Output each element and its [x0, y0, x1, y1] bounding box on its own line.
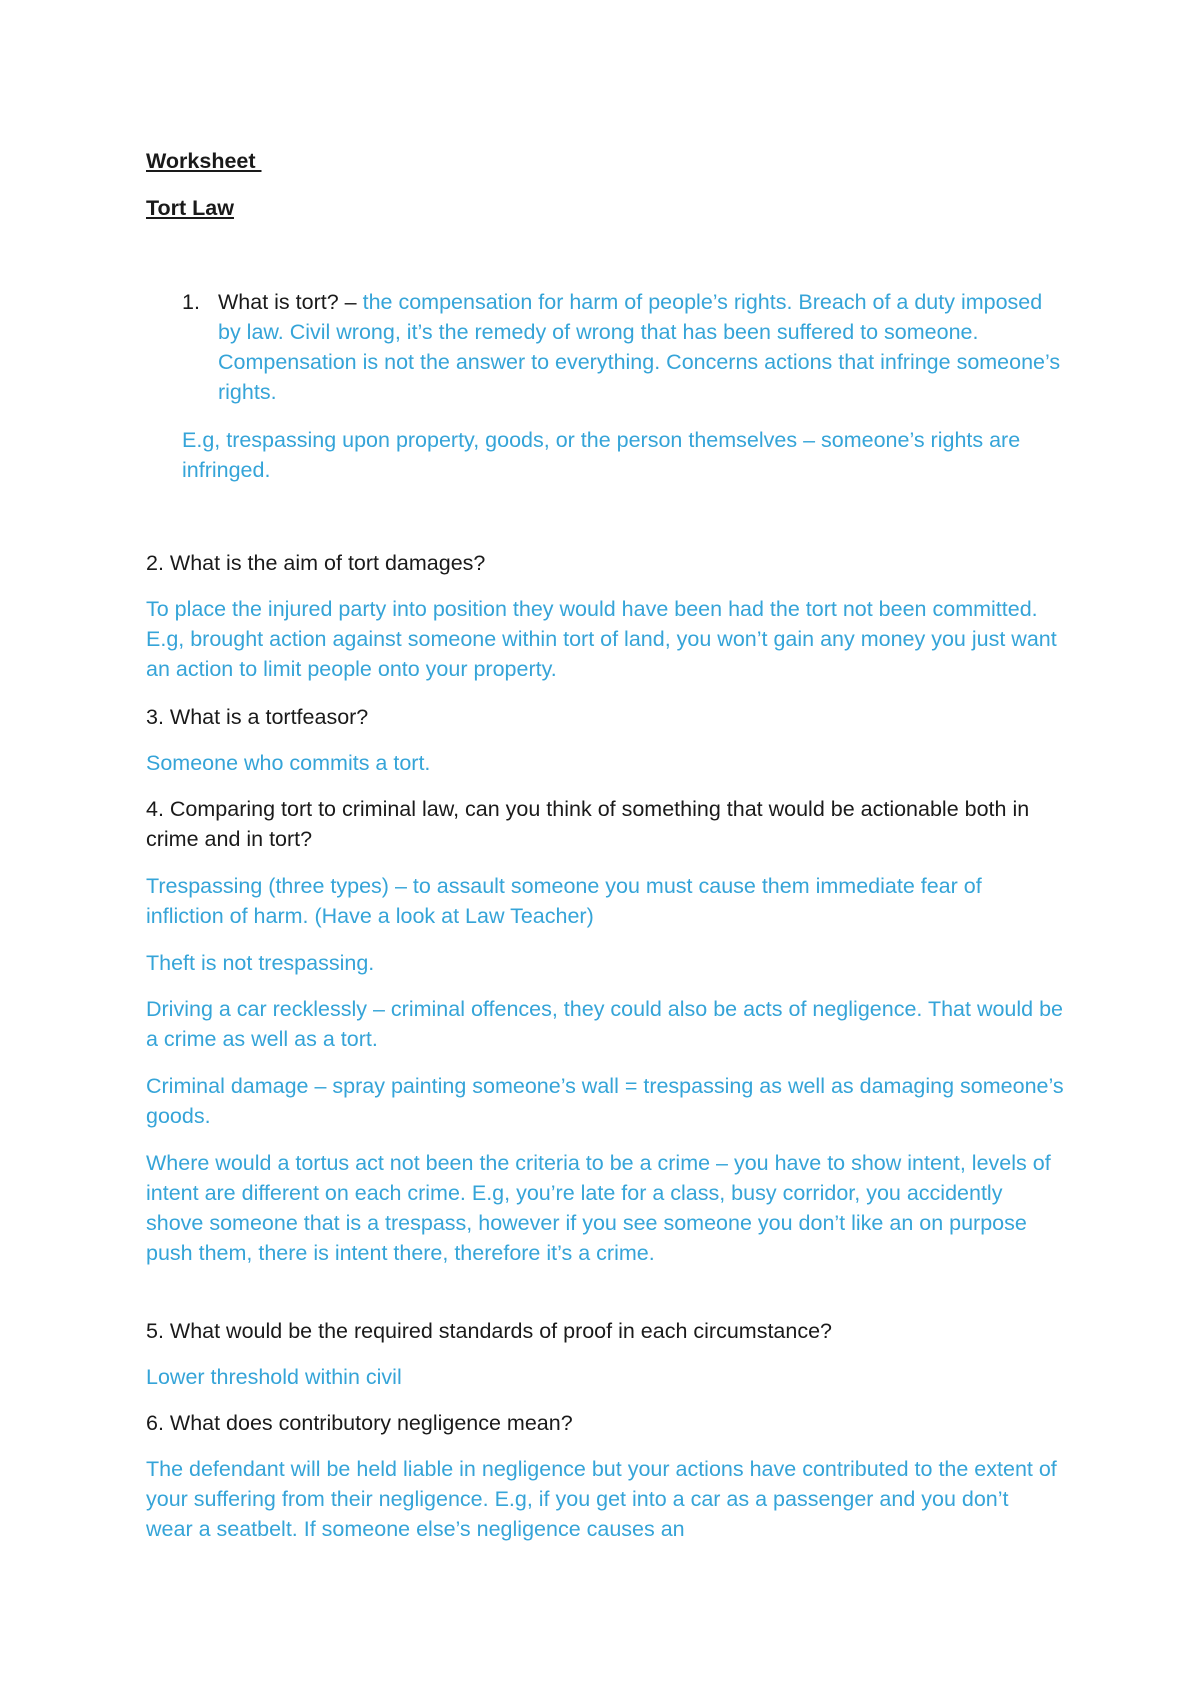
- question-5-text: 5. What would be the required standards of proof in each circumstance?: [146, 1319, 832, 1343]
- question-3-text: 3. What is a tortfeasor?: [146, 705, 369, 729]
- question-1: [146, 287, 1066, 407]
- question-4-answer-4: Criminal damage – spray painting someone’s wall = trespassing as well as damaging someone’s goods.: [146, 1074, 1064, 1128]
- question-6-answer: The defendant will be held liable in negligence but your actions have contributed to the extent of your suffering from their negligence. E.g, if you get into a car as a passenger and you don’t wear a seatbelt. If someone else’s negligence causes an: [146, 1457, 1057, 1541]
- question-2-text: 2. What is the aim of tort damages?: [146, 551, 486, 575]
- question-1-text: What is tort? –: [218, 290, 363, 314]
- question-4-answer-3: Driving a car recklessly – criminal offences, they could also be acts of negligence. That would be a crime as well as a tort.: [146, 997, 1064, 1051]
- question-1-answer: the compensation for harm of people’s rights. Breach of a duty imposed by law. Civil wrong, it’s the remedy of wrong that has been suffered to someone. Compensation is not the answer to everything. Concerns actions that infringe someone’s rights.: [218, 290, 1061, 404]
- question-1-example: E.g, trespassing upon property, goods, or the person themselves – someone’s rights are infringed.: [182, 428, 1021, 482]
- worksheet-title: Worksheet: [146, 149, 262, 173]
- question-5-answer: Lower threshold within civil: [146, 1365, 402, 1389]
- question-2-answer: To place the injured party into position they would have been had the tort not been committed. E.g, brought action against someone within tort of land, you won’t gain any money you just want an action to limit people onto your property.: [146, 597, 1057, 681]
- worksheet-subtitle: Tort Law: [146, 196, 234, 220]
- question-4-text: 4. Comparing tort to criminal law, can you think of something that would be actionable both in crime and in tort?: [146, 797, 1030, 851]
- question-4-answer-1: Trespassing (three types) – to assault someone you must cause them immediate fear of infliction of harm. (Have a look at Law Teacher): [146, 874, 982, 928]
- question-6-text: 6. What does contributory negligence mean?: [146, 1411, 573, 1435]
- question-4-answer-2: Theft is not trespassing.: [146, 951, 375, 975]
- question-4-answer-5: Where would a tortus act not been the criteria to be a crime – you have to show intent, levels of intent are different on each crime. E.g, you’re late for a class, busy corridor, you accidently shove someone that is a trespass, however if you see someone you don’t like an on purpose push them, there is intent there, therefore it’s a crime.: [146, 1151, 1051, 1265]
- question-3-answer: Someone who commits a tort.: [146, 751, 431, 775]
- question-1-number: 1.: [182, 290, 200, 314]
